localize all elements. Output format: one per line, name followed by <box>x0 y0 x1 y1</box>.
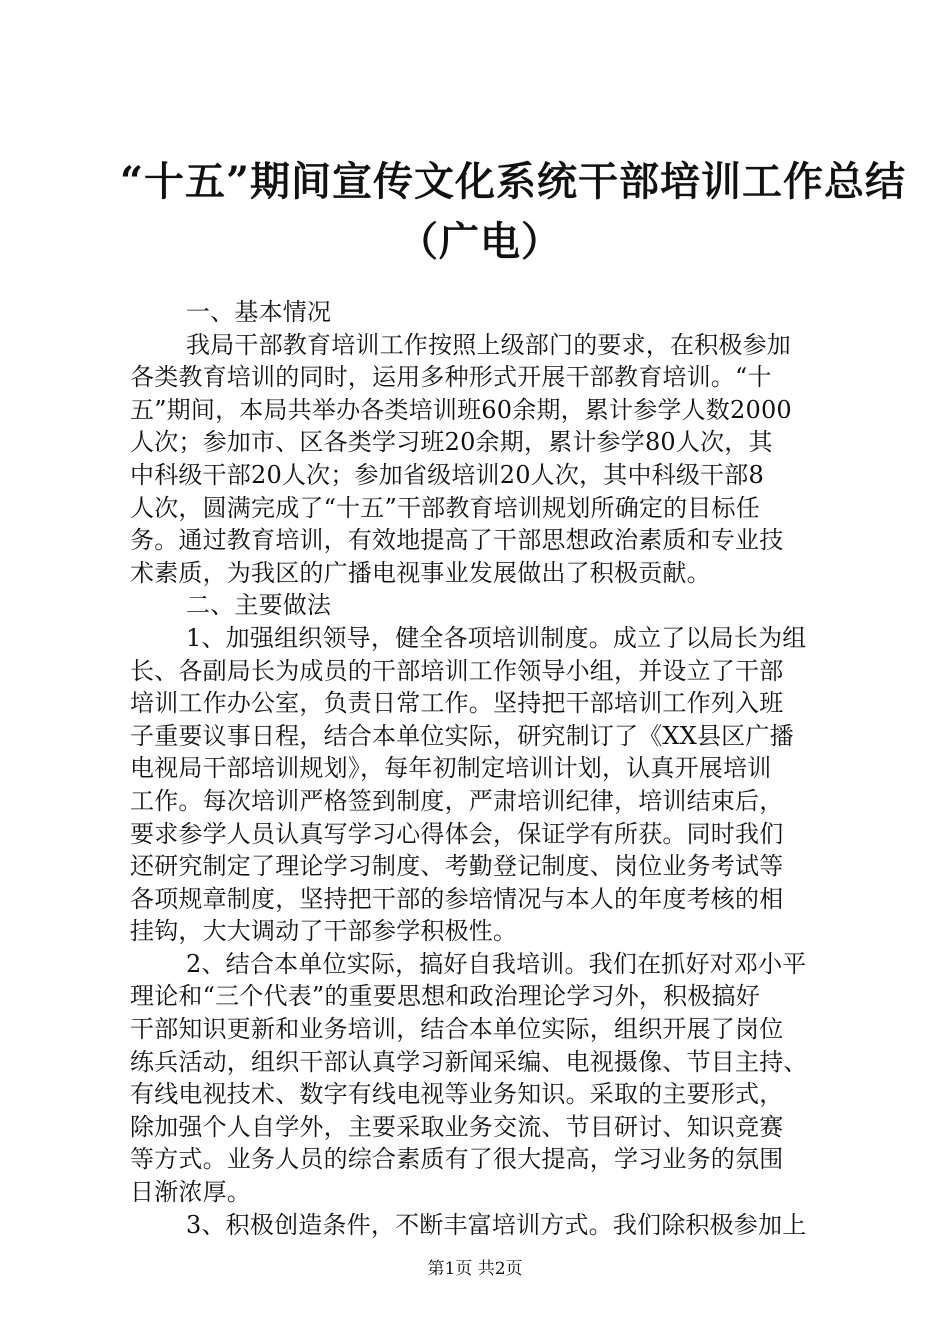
document-title-line-2: （广电） <box>398 218 562 265</box>
body-line: 各类教育培训的同时，运用多种形式开展干部教育培训。“十 <box>130 363 772 392</box>
body-line: 1、加强组织领导，健全各项培训制度。成立了以局长为组 <box>186 623 807 652</box>
body-line: 子重要议事日程，结合本单位实际，研究制订了《XX县区广播 <box>130 721 794 750</box>
body-line: 培训工作办公室，负责日常工作。坚持把干部培训工作列入班 <box>130 689 784 718</box>
body-line: 挂钩，大大调动了干部参学积极性。 <box>130 917 518 946</box>
body-line: 理论和“三个代表”的重要思想和政治理论学习外，积极搞好 <box>130 982 760 1011</box>
body-line: 有线电视技术、数字有线电视等业务知识。采取的主要形式， <box>130 1080 784 1109</box>
body-line: 长、各副局长为成员的干部培训工作领导小组，并设立了干部 <box>130 656 784 685</box>
body-line: 电视局干部培训规划》，每年初制定培训计划，认真开展培训 <box>130 754 772 783</box>
document-body <box>130 296 842 1241</box>
body-line: 日渐浓厚。 <box>130 1178 251 1207</box>
body-line: 等方式。业务人员的综合素质有了很大提高，学习业务的氛围 <box>130 1145 784 1174</box>
body-line: 人次，圆满完成了“十五”干部教育培训规划所确定的目标任 <box>130 493 760 522</box>
body-line: 除加强个人自学外，主要采取业务交流、节目研讨、知识竞赛 <box>130 1112 784 1141</box>
body-line: 2、结合本单位实际，搞好自我培训。我们在抓好对邓小平 <box>186 949 807 978</box>
body-line: 务。通过教育培训，有效地提高了干部思想政治素质和专业技 <box>130 526 784 555</box>
body-line: 五”期间，本局共举办各类培训班60余期，累计参学人数2000 <box>130 395 792 424</box>
body-line: 人次；参加市、区各类学习班20余期，累计参学80人次，其 <box>130 428 773 457</box>
body-line: 各项规章制度，坚持把干部的参培情况与本人的年度考核的相 <box>130 884 784 913</box>
body-line: 工作。每次培训严格签到制度，严肃培训纪律，培训结束后， <box>130 786 784 815</box>
page-footer: 第1页 共2页 <box>427 1259 523 1279</box>
body-line: 干部知识更新和业务培训，结合本单位实际，组织开展了岗位 <box>130 1015 784 1044</box>
body-line: 要求参学人员认真写学习心得体会，保证学有所获。同时我们 <box>130 819 784 848</box>
body-line: 术素质，为我区的广播电视事业发展做出了积极贡献。 <box>130 558 711 587</box>
body-line: 一、基本情况 <box>186 298 332 326</box>
body-line: 练兵活动，组织干部认真学习新闻采编、电视摄像、节目主持、 <box>130 1047 808 1076</box>
body-line: 我局干部教育培训工作按照上级部门的要求，在积极参加 <box>186 330 791 359</box>
body-line: 二、主要做法 <box>186 591 332 620</box>
body-line: 3、积极创造条件，不断丰富培训方式。我们除积极参加上 <box>186 1210 807 1239</box>
body-line: 中科级干部20人次；参加省级培训20人次，其中科级干部8 <box>130 460 764 489</box>
document-title-line-1: “十五”期间宣传文化系统干部培训工作总结 <box>120 158 907 205</box>
body-line: 还研究制定了理论学习制度、考勤登记制度、岗位业务考试等 <box>130 852 784 881</box>
